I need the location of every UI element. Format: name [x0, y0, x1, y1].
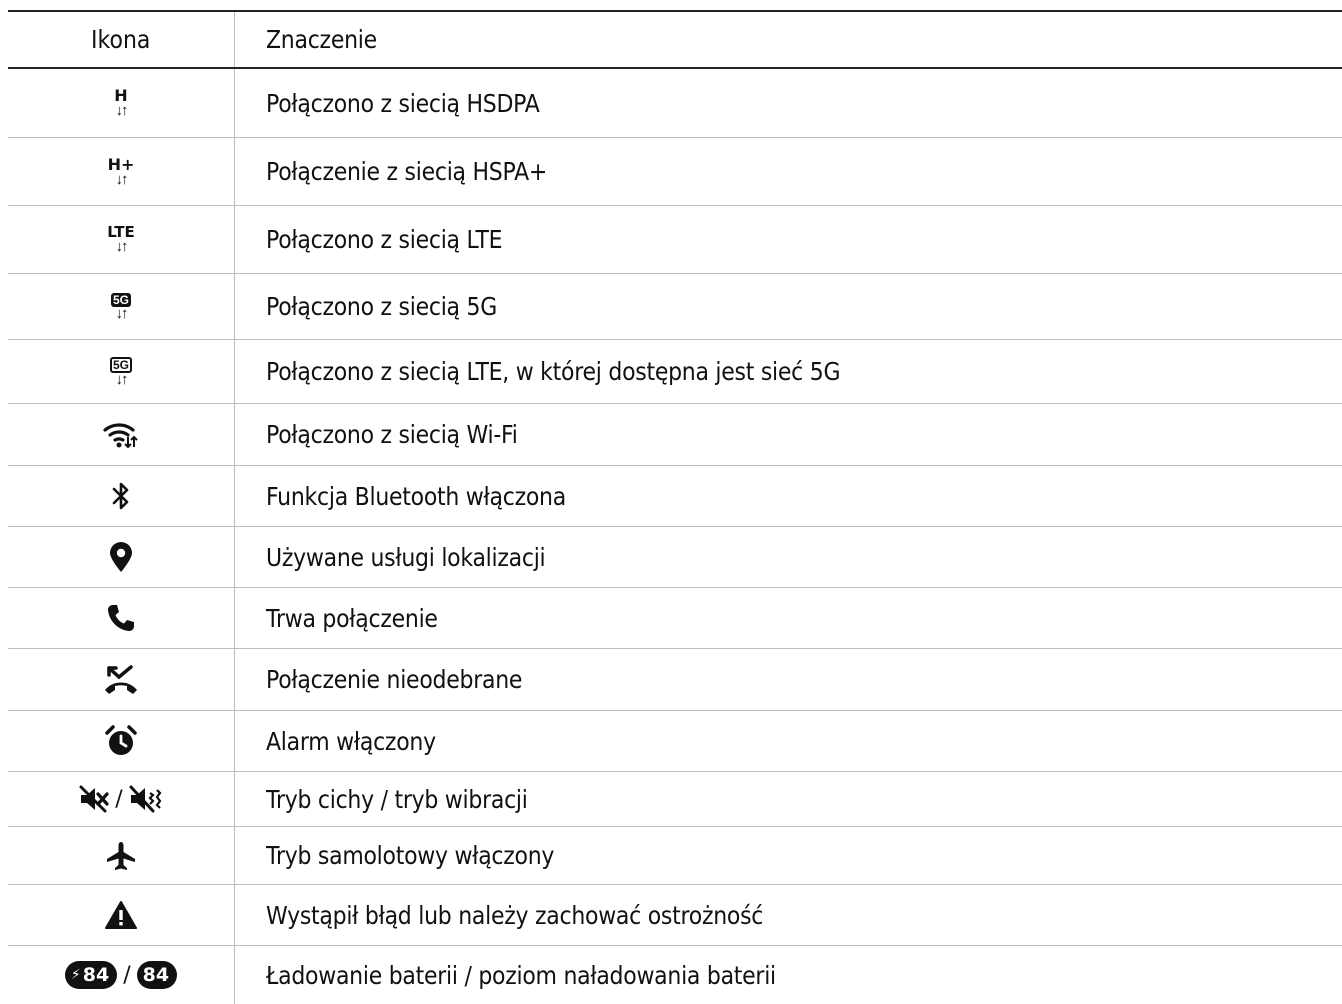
- hspa-plus-icon: H+ ↓↑: [107, 154, 135, 188]
- row-meaning: Połączono z siecią Wi-Fi: [266, 420, 518, 449]
- table-row: [8, 649, 1342, 711]
- table-row: [8, 711, 1342, 772]
- row-meaning: Połączenie z siecią HSPA+: [266, 157, 548, 186]
- header-meaning-cell: [235, 12, 1342, 67]
- table-row: [8, 527, 1342, 588]
- location-pin-icon: [108, 541, 134, 573]
- row-meaning: Połączono z siecią LTE, w której dostępna jest sieć 5G: [266, 357, 841, 386]
- row-meaning: Połączenie nieodebrane: [266, 665, 523, 694]
- battery-level-icon: [137, 961, 177, 989]
- row-meaning: Używane usługi lokalizacji: [266, 542, 546, 572]
- header-icon-cell: [8, 12, 235, 67]
- table-row: [8, 340, 1342, 404]
- hsdpa-icon: H ↓↑: [114, 86, 128, 119]
- row-meaning: Połączono z siecią HSDPA: [266, 88, 540, 118]
- table-row: [8, 946, 1342, 1004]
- row-meaning: Trwa połączenie: [266, 603, 438, 633]
- lte-icon: LTE ↓↑: [107, 223, 135, 255]
- lightning-icon: ⚡: [70, 967, 81, 983]
- lte-5g-available-icon: 5G ↓↑: [110, 357, 132, 387]
- row-meaning: Funkcja Bluetooth włączona: [266, 481, 566, 511]
- airplane-icon: [105, 840, 137, 872]
- row-meaning: Ładowanie baterii / poziom naładowania baterii: [266, 960, 776, 990]
- table-row: [8, 827, 1342, 885]
- status-icons-table: [8, 10, 1342, 1004]
- bluetooth-icon: [111, 481, 131, 511]
- alarm-clock-icon: [104, 724, 138, 758]
- table-row: [8, 588, 1342, 649]
- row-meaning: Tryb samolotowy włączony: [266, 841, 555, 870]
- mute-icon: [79, 785, 109, 813]
- table-row: [8, 138, 1342, 206]
- row-meaning: Połączono z siecią 5G: [266, 292, 498, 321]
- battery-charging-icon: [65, 961, 117, 989]
- table-row: [8, 466, 1342, 527]
- row-meaning: Połączono z siecią LTE: [266, 225, 503, 254]
- header-icon-label: Ikona: [91, 25, 151, 54]
- icon-separator: /: [115, 786, 123, 812]
- header-meaning-label: Znaczenie: [266, 25, 377, 54]
- 5g-icon: 5G ↓↑: [112, 292, 129, 322]
- phone-call-icon: [106, 603, 136, 633]
- icon-separator: /: [123, 962, 131, 988]
- warning-icon: [105, 900, 137, 930]
- row-meaning: Tryb cichy / tryb wibracji: [266, 784, 528, 814]
- battery-level-value: 84: [142, 964, 170, 986]
- table-row: [8, 69, 1342, 138]
- table-row: [8, 274, 1342, 340]
- table-row: [8, 206, 1342, 274]
- vibrate-icon: [129, 785, 163, 813]
- table-row: [8, 404, 1342, 466]
- row-meaning: Wystąpił błąd lub należy zachować ostrożność: [266, 900, 764, 930]
- table-row: [8, 885, 1342, 946]
- wifi-icon: [103, 420, 139, 450]
- table-header: [8, 12, 1342, 69]
- missed-call-icon: [103, 664, 139, 696]
- table-row: [8, 772, 1342, 827]
- battery-charging-value: 84: [82, 964, 110, 986]
- row-meaning: Alarm włączony: [266, 726, 436, 756]
